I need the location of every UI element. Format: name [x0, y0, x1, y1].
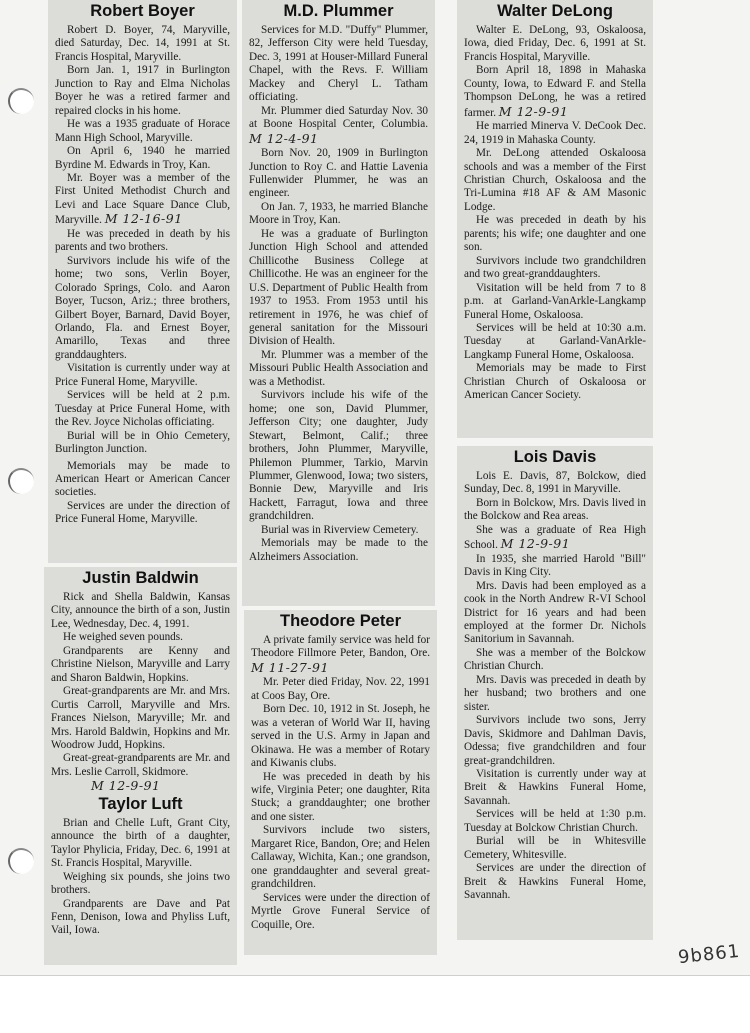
paragraph: Services will be held at 2 p.m. Tuesday at Price Funeral Home, with the Rev. Joyce Nicholas officiating. [55, 389, 230, 429]
handwritten-archive-number: 9b861 [677, 940, 742, 969]
clipping-title: Justin Baldwin [82, 569, 199, 587]
paragraph: In 1935, she married Harold "Bill" Davis in King City. [464, 552, 646, 579]
clipping-title: Walter DeLong [497, 2, 613, 20]
paragraph: Visitation is currently under way at Price Funeral Home, Maryville. [55, 362, 230, 388]
paragraph: Weighing six pounds, she joins two brothers. [51, 870, 230, 897]
obituary-lois-davis [457, 446, 653, 940]
paragraph: Survivors include two grandchildren and two great-granddaughters. [464, 254, 646, 281]
paragraph: Visitation will be held from 7 to 8 p.m. at Garland-VanArkle-Langkamp Funeral Home, Oskaloosa. [464, 281, 646, 321]
paragraph: On April 6, 1940 he married Byrdine M. Edwards in Troy, Kan. [55, 145, 230, 171]
paragraph: Rick and Shella Baldwin, Kansas City, announce the birth of a son, Justin Lee, Wednesday, Dec. 4, 1991. [51, 591, 230, 630]
paragraph: Mr. DeLong attended Oskaloosa schools and was a member of the First Christian Church, Oskaloosa and the Tri-Lumina #18 AF & AM Masonic Lodge. [464, 147, 646, 213]
clipping-title: Theodore Peter [279, 612, 402, 630]
paragraph: Burial will be in Whitesville Cemetery, Whitesville. [464, 835, 646, 861]
punch-hole [8, 848, 34, 874]
paragraph: Survivors include his wife of the home; two sons, Verlin Boyer, Colorado Springs, Colo. and Aaron Boyer, Tucson, Ariz.; three brothers, Gilbert Boyer, Barnard, David Boyer, Orlando, Fla. and Ernest Boyer, Amarillo, Texas and three granddaughters. [55, 254, 230, 361]
paragraph: Great-great-grandparents are Mr. and Mrs. Leslie Carroll, Skidmore. [51, 752, 230, 778]
paragraph: Born Nov. 20, 1909 in Burlington Junction to Roy C. and Hattie Lavenia Fullenwider Plummer, he was an engineer. [249, 147, 428, 200]
paragraph: He was a graduate of Burlington Junction High School and attended Chillicothe Business College at Chillicothe. He was an engineer for the U.S. Department of Public Health from 1937 to 1953. From 1953 until his retirement in 1976, he was chief of general sanitation for the Missouri Division of Health. [249, 227, 428, 348]
paragraph: Born in Bolckow, Mrs. Davis lived in the Bolckow and Rea areas. [464, 496, 646, 523]
paragraph: Robert D. Boyer, 74, Maryville, died Saturday, Dec. 14, 1991 at St. Francis Hospital, Maryville. [55, 24, 230, 63]
punch-hole [8, 468, 34, 494]
obituary-theodore-peter [244, 610, 437, 955]
paragraph [464, 524, 646, 553]
clipping-title: M.D. Plummer [283, 2, 394, 20]
paragraph: Survivors include two sisters, Margaret Rice, Bandon, Ore; and Helen Callaway, Wichita, Kan.; one grandson, one granddaughter and several great-grandchildren. [251, 824, 430, 891]
paragraph: Services were under the direction of Myrtle Grove Funeral Service of Coquille, Ore. [251, 891, 430, 931]
obituary-walter-delong [457, 0, 653, 438]
handwritten-date: M 12-4-91 [249, 130, 319, 146]
paragraph [249, 105, 428, 147]
birth-announcements [44, 567, 237, 965]
paragraph [464, 64, 646, 120]
paragraph: Mr. Peter died Friday, Nov. 22, 1991 at Coos Bay, Ore. [251, 676, 430, 702]
punch-hole [8, 88, 34, 114]
paragraph: He married Minerva V. DeCook Dec. 24, 1919 in Mahaska County. [464, 120, 646, 146]
paragraph: Walter E. DeLong, 93, Oskaloosa, Iowa, died Friday, Dec. 6, 1991 at St. Francis Hospital, Maryville. [464, 24, 646, 63]
paragraph: Services are under the direction of Breit & Hawkins Funeral Home, Savannah. [464, 862, 646, 902]
handwritten-date: M 12-9-91 [500, 536, 571, 552]
handwritten-date: M 12-9-91 [498, 103, 569, 119]
paragraph: He weighed seven pounds. [63, 631, 183, 644]
paragraph: He was a 1935 graduate of Horace Mann High School, Maryville. [55, 118, 230, 144]
paragraph: Grandparents are Kenny and Christine Nielson, Maryville and Larry and Sharon Baldwin, Hopkins. [51, 644, 230, 684]
paragraph: On Jan. 7, 1933, he married Blanche Moore in Troy, Kan. [249, 200, 428, 227]
paragraph: Memorials may be made to the Alzheimers Association. [249, 537, 428, 563]
handwritten-date: M 12-9-91 [91, 778, 161, 794]
paragraph: Brian and Chelle Luft, Grant City, announce the birth of a daughter, Taylor Phylicia, Friday, Dec. 6, 1991 at St. Francis Hospital, Maryville. [51, 816, 230, 870]
paragraph: Services will be held at 10:30 a.m. Tuesday at Garland-VanArkle-Langkamp Funeral Home, Oskaloosa. [464, 321, 646, 361]
clipping-title: Taylor Luft [98, 794, 183, 813]
obituary-md-plummer [242, 0, 435, 606]
paragraph-text: A private family service was held for Theodore Fillmore Peter, Bandon, Ore. [251, 634, 430, 660]
paragraph: He was preceded in death by his parents and two brothers. [55, 227, 230, 254]
paragraph: Services for M.D. "Duffy" Plummer, 82, Jefferson City were held Tuesday, Dec. 3, 1991 at Houser-Millard Funeral Chapel, with the Revs. F. William Mackey and Cheryl L. Tatham officiating. [249, 24, 428, 104]
paragraph: Visitation is currently under way at Breit & Hawkins Funeral Home, Savannah. [464, 767, 646, 807]
paragraph-text: Mr. Plummer died Saturday Nov. 30 at Boone Hospital Center, Columbia. [249, 104, 428, 131]
paragraph: Services are under the direction of Price Funeral Home, Maryville. [55, 499, 230, 526]
paragraph: Services will be held at 1:30 p.m. Tuesday at Bolckow Christian Church. [464, 808, 646, 834]
paragraph: Memorials may be made to First Christian Church of Oskaloosa or American Cancer Society. [464, 362, 646, 402]
paragraph: Born Dec. 10, 1912 in St. Joseph, he was a veteran of World War II, having served in the U.S. Army in Japan and Okinawa. He was a member of Rotary and Kiwanis clubs. [251, 703, 430, 770]
paragraph: Mrs. Davis had been employed as a cook in the North Andrew R-VI School District for 16 years and had been employed at the former Dr. Nichols Sanitorium in Savannah. [464, 579, 646, 646]
clipping-title: Robert Boyer [90, 2, 195, 20]
paragraph [55, 172, 230, 228]
paragraph: Survivors include his wife of the home; one son, David Plummer, Jefferson City; one daughter, Judy Stewart, Belmont, Calif.; three brothers, John Plummer, Maryville, Philemon Plummer, Tarkio, Marvin Plummer, Glenwood, Iowa; two sisters, Bonnie Dew, Maryville and Iris Hackett, Farragut, Iowa and three grandchildren. [249, 389, 428, 523]
paragraph: She was a member of the Bolckow Christian Church. [464, 646, 646, 673]
paragraph: He was preceded in death by his parents; his wife; one daughter and one son. [464, 214, 646, 254]
paragraph: Burial will be in Ohio Cemetery, Burlington Junction. [55, 429, 230, 456]
clipping-title: Lois Davis [513, 448, 597, 466]
paragraph: Survivors include two sons, Jerry Davis, Skidmore and Dahlman Davis, Odessa; five grandchildren and four great-grandchildren. [464, 714, 646, 767]
paragraph: Memorials may be made to American Heart or American Cancer societies. [55, 459, 230, 499]
paragraph: Lois E. Davis, 87, Bolckow, died Sunday, Dec. 8, 1991 in Maryville. [464, 470, 646, 496]
handwritten-date: M 12-16-91 [104, 211, 183, 227]
paragraph [251, 634, 430, 676]
paragraph: Born Jan. 1, 1917 in Burlington Junction to Ray and Elma Nicholas Boyer he was a retired farmer and repaired clocks in his home. [55, 64, 230, 117]
paragraph: Mr. Plummer was a member of the Missouri Public Health Association and was a Methodist. [249, 348, 428, 388]
paragraph-text: Born April 18, 1898 in Mahaska County, Iowa, to Edward F. and Stella Thompson DeLong, he was a retired farmer. [464, 64, 646, 119]
paragraph: Mrs. Davis was preceded in death by her husband; two brothers and one sister. [464, 673, 646, 713]
paragraph: Burial was in Riverview Cemetery. [261, 523, 419, 536]
obituary-robert-boyer [48, 0, 237, 563]
paragraph: Grandparents are Dave and Pat Fenn, Denison, Iowa and Phyliss Luft, Vail, Iowa. [51, 897, 230, 937]
paragraph: He was preceded in death by his wife, Virginia Peter; one daughter, Rita Stuck; a granddaughter; one brother and one sister. [251, 770, 430, 823]
handwritten-date: M 11-27-91 [251, 659, 329, 675]
paragraph: Great-grandparents are Mr. and Mrs. Curtis Carroll, Maryville and Mrs. Frances Nielson, Maryville; Mr. and Mrs. Harold Baldwin, Hopkins and Mr. Woodrow Judd, Hopkins. [51, 685, 230, 751]
paragraph-text: Mr. Boyer was a member of the First United Methodist Church and Levi and Lace Square Dance Club, Maryville. [55, 171, 230, 227]
paragraph-text: She was a graduate of Rea High School. [464, 523, 646, 552]
